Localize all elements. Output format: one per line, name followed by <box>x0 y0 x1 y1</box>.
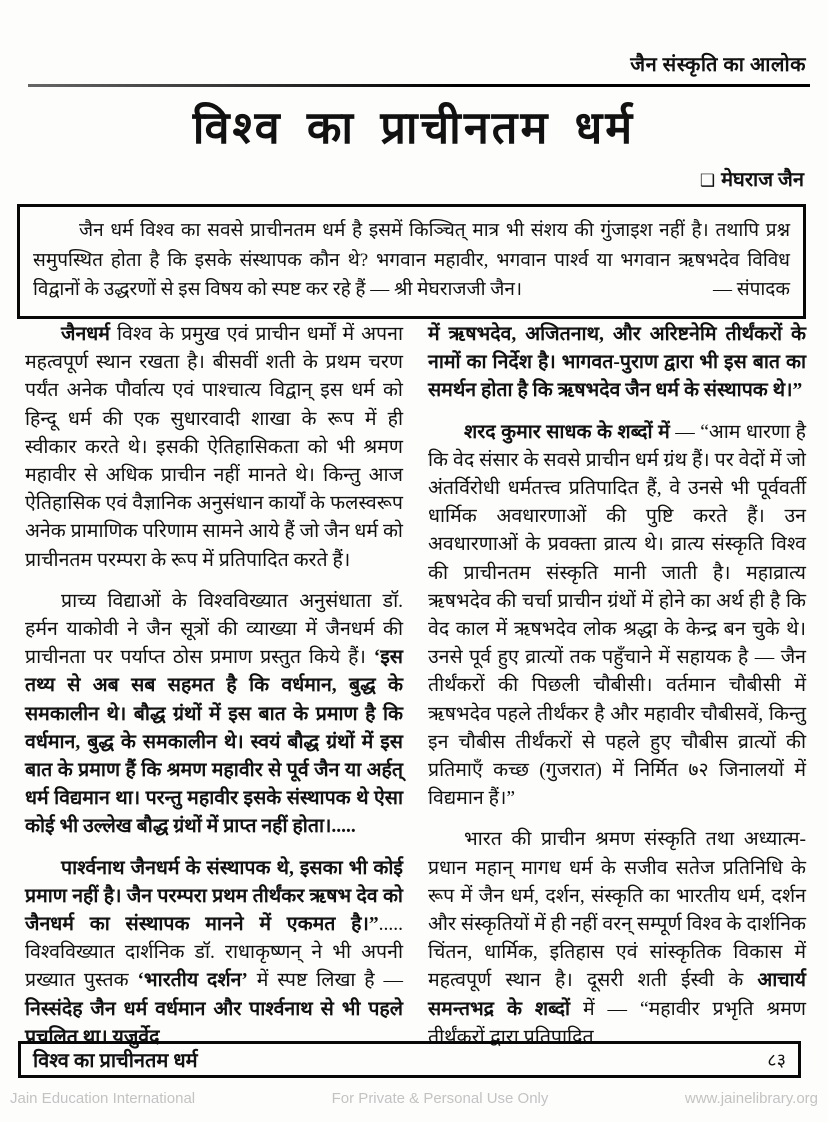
article-body <box>25 321 806 1065</box>
right-column <box>428 321 806 1065</box>
text-segment: ‘भारतीय दर्शन’ <box>137 970 248 992</box>
footer-running-title: विश्व का प्राचीनतम धर्म <box>33 1050 198 1072</box>
editor-intro-box <box>17 204 806 319</box>
left-column <box>25 321 403 1065</box>
text-segment: में स्पष्ट लिखा है — <box>247 970 403 992</box>
scan-watermark <box>0 1090 828 1107</box>
intro-body: जैन धर्म विश्व का सवसे प्राचीनतम धर्म है इसमें किञ्चित् मात्र भी संशय की गुंजाइश नहीं है। तथापि प्रश्न समुपस्थित होता है कि इसके संस्थापक कौन थे? भगवान महावीर, भगवान पार्श्व या भगवान ऋषभदेव विविध विद्वानों के उद्धरणों से इस विषय को स्पष्ट कर रहे हैं — श्री मेघराजजी जैन। <box>33 220 790 300</box>
text-segment: आचार्य समन्तभद्र के शब्दों <box>428 970 806 1020</box>
running-header: जैन संस्कृति का आलोक <box>630 54 806 76</box>
paragraph <box>25 855 403 1052</box>
author-name: मेघराज जैन <box>721 169 804 191</box>
header-rule <box>28 84 810 87</box>
paragraph <box>428 419 806 814</box>
watermark-right: www.jainelibrary.org <box>684 1090 818 1107</box>
paragraph <box>25 321 403 575</box>
paragraph <box>428 321 806 406</box>
watermark-left: Jain Education International <box>10 1090 196 1107</box>
paragraph <box>428 826 806 1052</box>
watermark-center: For Private & Personal Use Only <box>331 1090 549 1107</box>
text-segment: — “आम धारणा है कि वेद संसार के सवसे प्राचीन धर्म ग्रंथ हैं। पर वेदों में जो अंतर्विरोधी धर्मतत्त्व प्रतिपादित हैं, वे उनसे भी पूर्ववर्ती धार्मिक अवधारणाओं की पुष्टि करते हैं। उन अवधारणाओं के प्रवक्ता व्रात्य थे। व्रात्य संस्कृति विश्व की प्राचीनतम संस्कृति मानी जाती है। महाव्रात्य ऋषभदेव की चर्चा प्राचीन ग्रंथों में होने का अर्थ ही है कि वेद काल में ऋषभदेव लोक श्रद्धा के केन्द्र बन चुके थे। उनसे पूर्व हुए व्रात्यों तक पहुँचाने में सहायक है — जैन तीर्थंकरों की पिछली चौबीसी। वर्तमान चौबीसी में ऋषभदेव पहले तीर्थंकर है और महावीर चौबीसवें, किन्तु इन चौबीस तीर्थंकरों से पहले हुए चौबीस व्रात्यों की प्रतिमाएँ कच्छ (गुजरात) में निर्मित ७२ जिनालयों में विद्यमान हैं।” <box>428 421 806 810</box>
page-number: ८३ <box>767 1049 786 1070</box>
text-segment: में — “महावीर प्रभृति श्रमण तीर्थंकरों द्वारा प्रतिपादित <box>428 998 806 1048</box>
text-segment: प्राच्य विद्याओं के विश्वविख्यात अनुसंधाता डॉ. हर्मन याकोवी ने जैन सूत्रों की व्याख्या में जैनधर्म की प्राचीनता पर पर्याप्त ठोस प्रमाण प्रस्तुत किये हैं। <box>25 590 403 669</box>
paragraph <box>25 588 403 842</box>
text-segment: निस्संदेह जैन धर्म वर्धमान और पार्श्वनाथ से भी पहले प्रचलित था। यजुर्वेद <box>25 998 403 1048</box>
text-segment: जैनधर्म <box>61 324 117 345</box>
text-segment: ‘इस तथ्य से अब सब सहमत है कि वर्धमान, बुद्ध के समकालीन थे। बौद्ध ग्रंथों में इस बात के प्रमाण है कि वर्धमान, बुद्ध के समकालीन थे। स्वयं बौद्ध ग्रंथों में इस बात के प्रमाण हैं कि श्रमण महावीर से पूर्व जैन या अर्हत् धर्म विद्यमान था। परन्तु महावीर इसके संस्थापक थे ऐसा कोई भी उल्लेख बौद्ध ग्रंथों में प्राप्त नहीं होता।..... <box>25 647 403 838</box>
text-segment: विश्व के प्रमुख एवं प्राचीन धर्मों में अपना महत्वपूर्ण स्थान रखता है। बीसवीं शती के प्रथम चरण पर्यंत अनेक पौर्वात्य एवं पाश्चात्य विद्वान् इस धर्म को हिन्दू धर्म की एक सुधारवादी शाखा के रूप में ही स्वीकार करते थे। इसकी ऐतिहासिकता को भी श्रमण महावीर से अधिक प्राचीन नहीं मानते थे। किन्तु आज ऐतिहासिक एवं वैज्ञानिक अनुसंधान कार्यों के फलस्वरूप अनेक प्रामाणिक परिणाम सामने आये हैं जो जैन धर्म को प्राचीनतम परम्परा के रूप में प्रतिपादित करते हैं। <box>25 324 403 571</box>
byline <box>700 165 804 192</box>
text-segment: शरद कुमार साधक के शब्दों में <box>464 421 670 443</box>
running-footer-box <box>18 1041 801 1078</box>
editor-signature: — संपादक <box>713 279 790 300</box>
text-segment: पार्श्वनाथ जैनधर्म के संस्थापक थे, इसका भी कोई प्रमाण नहीं है। जैन परम्परा प्रथम तीर्थंकर ऋषभ देव को जैनधर्म का संस्थापक मानने में एकमत है।” <box>25 857 403 936</box>
text-segment: में ऋषभदेव, अजितनाथ, और अरिष्टनेमि तीर्थंकरों के नामों का निर्देश है। भागवत-पुराण द्वारा भी इस बात का समर्थन होता है कि ऋषभदेव जैन धर्म के संस्थापक थे।” <box>428 324 806 402</box>
article-title: विश्व का प्राचीनतम धर्म <box>192 103 636 153</box>
intro-text <box>33 216 790 305</box>
square-bullet-icon: ❑ <box>699 171 716 190</box>
text-segment: भारत की प्राचीन श्रमण संस्कृति तथा अध्यात्म-प्रधान महान् मागध धर्म के सजीव सतेज प्रतिनिधि के रूप में जैन धर्म, दर्शन, संस्कृति का भारतीय धर्म, दर्शन और संस्कृतियों में ही नहीं वरन् सम्पूर्ण विश्व के दार्शनिक चिंतन, धार्मिक, इतिहास एवं सांस्कृतिक विकास में महत्वपूर्ण स्थान है। दूसरी शती ईस्वी के <box>428 829 806 992</box>
text-segment: ..... विश्वविख्यात दार्शनिक डॉ. राधाकृष्णन् ने भी अपनी प्रख्यात पुस्तक <box>25 914 403 992</box>
